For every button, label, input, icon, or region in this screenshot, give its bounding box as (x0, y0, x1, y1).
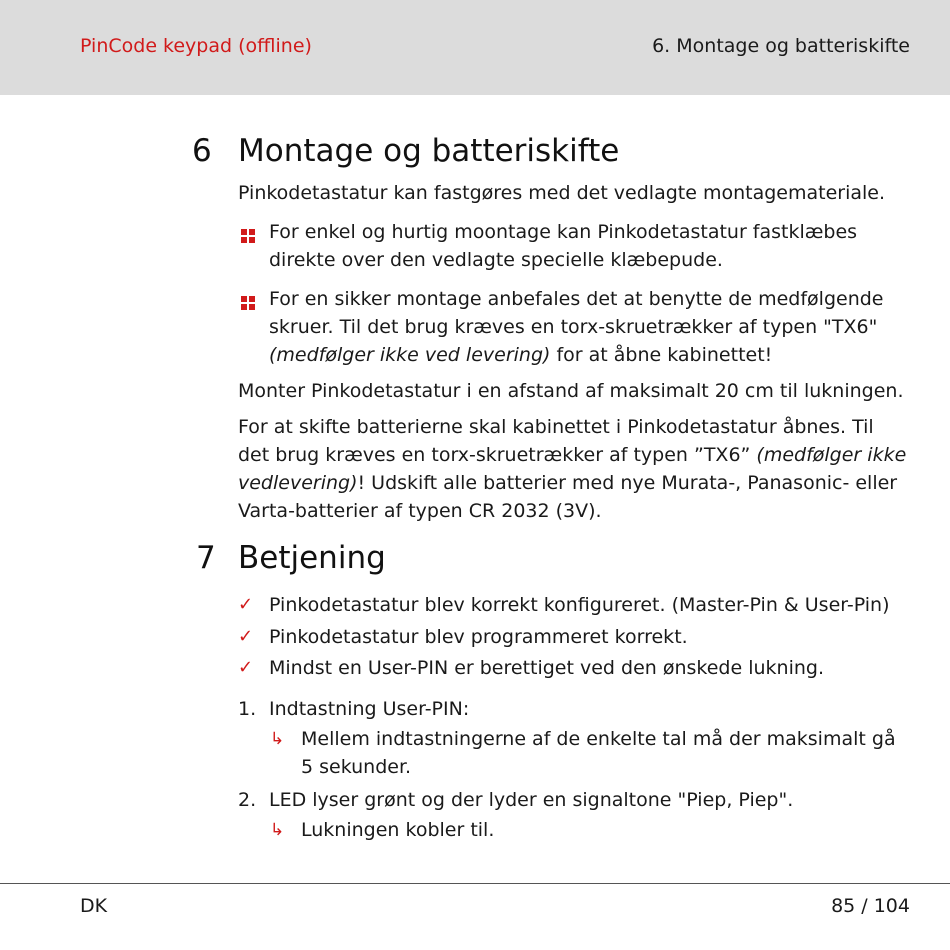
step-item (238, 695, 918, 723)
result-arrow-icon: ↳ (270, 729, 285, 749)
prerequisite-text: Mindst en User-PIN er berettiget ved den ønskede lukning. (269, 657, 825, 679)
section-7-title: Betjening (238, 540, 386, 576)
checkmark-icon: ✓ (238, 626, 254, 647)
bullet-text: For en sikker montage anbefales det at benytte de medfølgende skruer. Til det brug kræves en torx-skruetrækker af typen "TX6" (medfølger ikke ved levering) for at åbne kabinettet! (269, 288, 884, 366)
section-6-heading (0, 133, 950, 173)
checkmark-icon: ✓ (238, 594, 254, 615)
step-number: 2. (238, 789, 257, 811)
prerequisite-text: Pinkodetastatur blev programmeret korrekt. (269, 626, 688, 648)
step-number: 1. (238, 698, 257, 720)
italic-note: (medfølger ikke ved levering) (269, 344, 551, 366)
step-result-text: Mellem indtastningerne af de enkelte tal må der maksimalt gå 5 sekunder. (301, 728, 896, 778)
mounting-distance-paragraph: Monter Pinkodetastatur i en afstand af maksimalt 20 cm til lukningen. (238, 380, 904, 402)
section-running-title: 6. Montage og batteriskifte (652, 35, 910, 57)
document-title: PinCode keypad (offline) (80, 35, 312, 57)
checkmark-icon: ✓ (238, 657, 254, 678)
italic-note: (medfølger ikke vedlevering) (238, 444, 907, 494)
bullet-squares-icon (238, 218, 258, 246)
bullet-item (238, 218, 918, 274)
section-6-title: Montage og batteriskifte (238, 133, 620, 169)
result-arrow-icon: ↳ (270, 820, 285, 840)
section-6-intro: Pinkodetastatur kan fastgøres med det vedlagte montagemateriale. (238, 182, 886, 204)
step-result (270, 816, 910, 844)
step-result (270, 725, 910, 781)
prerequisite-item (238, 623, 918, 651)
footer-divider (0, 883, 950, 884)
step-text: Indtastning User-PIN: (269, 698, 470, 720)
prerequisite-item (238, 654, 918, 682)
step-text: LED lyser grønt og der lyder en signaltone "Piep, Piep". (269, 789, 794, 811)
section-7-heading (0, 540, 950, 580)
language-code: DK (80, 895, 108, 917)
prerequisite-text: Pinkodetastatur blev korrekt konfigureret. (Master-Pin & User-Pin) (269, 594, 890, 616)
step-item (238, 786, 918, 814)
section-6-number: 6 (192, 133, 212, 169)
page-number: 85 / 104 (831, 895, 910, 917)
bullet-text: For enkel og hurtig moontage kan Pinkodetastatur fastklæbes direkte over den vedlagte specielle klæbepude. (269, 221, 858, 271)
bullet-squares-icon (238, 285, 258, 313)
page-header (0, 0, 950, 95)
bullet-item (238, 285, 918, 369)
step-result-text: Lukningen kobler til. (301, 819, 495, 841)
section-7-number: 7 (196, 540, 216, 576)
prerequisite-item (238, 591, 918, 619)
battery-paragraph: For at skifte batterierne skal kabinettet i Pinkodetastatur åbnes. Til det brug kræves en torx-skruetrækker af typen ”TX6” (medfølger ikke vedlevering)! Udskift alle batterier med nye Murata-, Panasonic- eller Varta-batterier af typen CR 2032 (3V). (238, 416, 907, 522)
